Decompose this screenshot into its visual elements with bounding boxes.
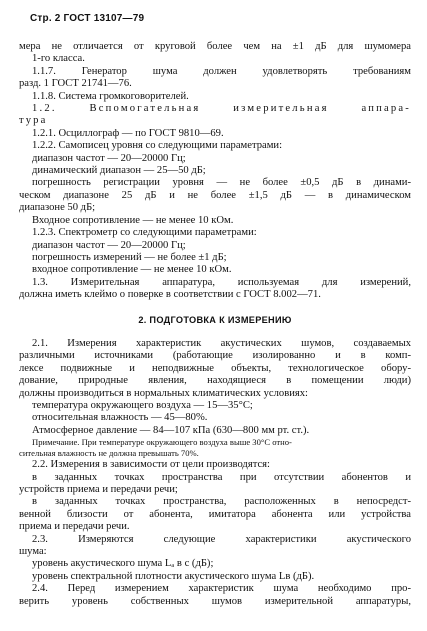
text-line: лексе подвижные и неподвижные объекты, технологическое обору- xyxy=(19,362,411,374)
text-line: уровень спектральной плотности акустического шума Lв (дБ). xyxy=(32,570,315,582)
note-line: Примечание. При температуре окружающего воздуха выше 30°С отно- xyxy=(32,437,292,448)
text-line: приема и передачи речи. xyxy=(19,521,130,533)
text-line: шума: xyxy=(19,546,47,558)
text-line: погрешность регистрации уровня — не более ±0,5 дБ в динами- xyxy=(32,177,411,189)
text-line: 2.4. Перед измерением характеристик шума необходимо про- xyxy=(32,583,411,595)
text-line: 2.3. Измеряются следующие характеристики акустического xyxy=(32,533,411,545)
text-line: Входное сопротивление — не менее 10 кОм. xyxy=(32,214,234,226)
text-line: температура окружающего воздуха — 15—35°С; xyxy=(32,399,253,411)
text-line: 2.1. Измерения характеристик акустических шумов, создаваемых xyxy=(32,337,411,349)
text-line: разд. 1 ГОСТ 21741—76. xyxy=(19,78,132,90)
text-line: должна иметь клеймо о поверке в соответствии с ГОСТ 8.002—71. xyxy=(19,289,321,301)
text-line: в заданных точках пространства при отсутствии абонентов и xyxy=(32,471,411,483)
text-line: диапазон частот — 20—20000 Гц; xyxy=(32,239,186,251)
text-line: дование, природные явления, находящиеся в помещении люди) xyxy=(19,375,411,387)
text-line: венной близости от абонента, имитатора абонента или устройства xyxy=(19,508,411,520)
text-line: верить уровень собственных шумов измерительной аппаратуры, xyxy=(19,595,411,607)
text-line: входное сопротивление — не менее 10 кОм. xyxy=(32,264,232,276)
text-line: 1.1.8. Система громкоговорителей. xyxy=(32,90,189,102)
text-line: 1.1.7. Генератор шума должен удовлетворять требованиям xyxy=(32,65,411,77)
text-line: диапазоне 50 дБ; xyxy=(19,202,96,214)
text-line: 1.2.3. Спектрометр со следующими параметрами: xyxy=(32,227,257,239)
page-header: Стр. 2 ГОСТ 13107—79 xyxy=(30,13,145,24)
text-line: 1.2.2. Самописец уровня со следующими параметрами: xyxy=(32,140,283,152)
text-line: в заданных точках пространства, расположенных в непосредст- xyxy=(32,496,411,508)
text-line: 2.2. Измерения в зависимости от цели производятся: xyxy=(32,459,270,471)
text-line: относительная влажность — 45—80%. xyxy=(32,412,208,424)
section-title-cont: тура xyxy=(19,115,48,127)
text-line: ческом диапазоне 25 дБ и не более ±1,5 дБ — в динамическом xyxy=(19,189,411,201)
text-line: мера не отличается от круговой более чем на ±1 дБ для шумомера xyxy=(19,41,411,52)
note-line: сительная влажность не должна превышать 70%. xyxy=(19,448,199,459)
text-line: устройств приема и передачи речи; xyxy=(19,484,178,495)
text-line: 1.3. Измерительная аппаратура, используемая для измерений, xyxy=(32,276,411,288)
text-line: 1-го класса. xyxy=(32,53,85,65)
section-heading: 2. ПОДГОТОВКА К ИЗМЕРЕНИЮ xyxy=(138,314,292,325)
text-line: 1.2.1. Осциллограф — по ГОСТ 9810—69. xyxy=(32,127,224,139)
text-line: должны производиться в нормальных климатических условиях: xyxy=(19,387,308,399)
text-line: различными источниками (работающие изолированно и в комп- xyxy=(19,350,411,362)
text-line: Атмосферное давление — 84—107 кПа (630—800 мм рт. ст.). xyxy=(32,424,310,436)
text-line: динамический диапазон — 25—50 дБ; xyxy=(32,165,206,177)
text-line: уровень акустического шума Lₐ в с (дБ); xyxy=(32,558,214,570)
text-line: диапазон частот — 20—20000 Гц; xyxy=(32,152,186,164)
section-title: 1.2. Вспомогательная измерительная аппара- xyxy=(32,103,411,115)
document-body xyxy=(19,41,411,608)
text-line: погрешность измерений — не более ±1 дБ; xyxy=(32,251,227,263)
